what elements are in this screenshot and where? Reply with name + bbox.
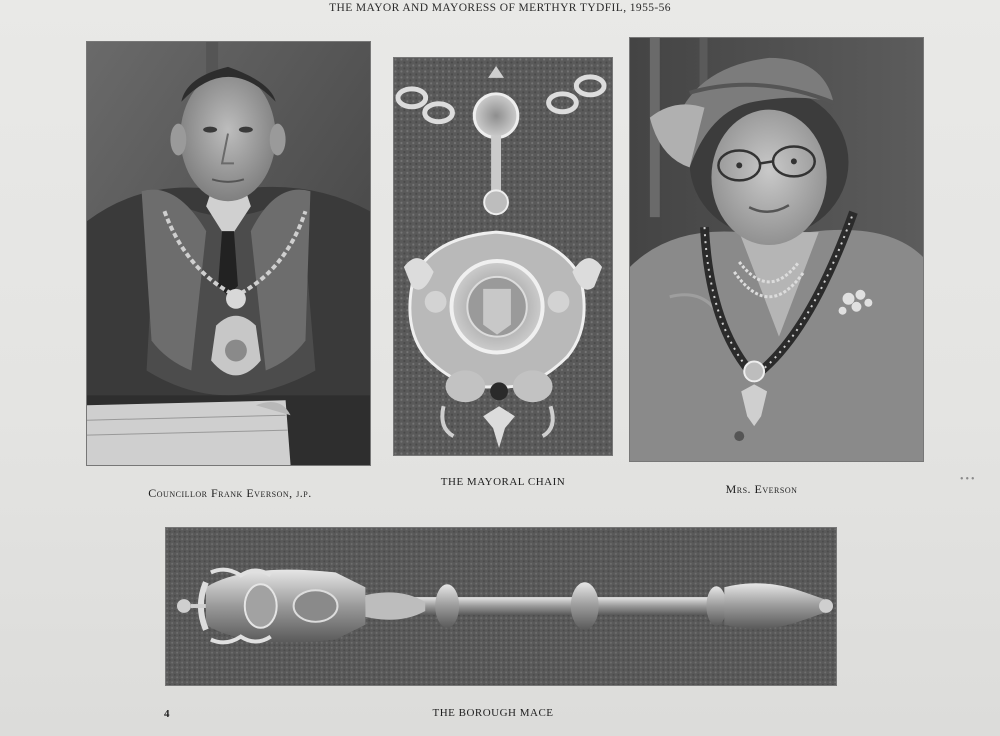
chain-caption: THE MAYORAL CHAIN (440, 476, 566, 488)
borough-mace-photo (165, 527, 837, 686)
mayor-portrait-photo (86, 41, 371, 466)
mayoress-caption: Mrs. Everson (725, 482, 798, 496)
page-number: 4 (164, 708, 170, 720)
margin-dots-decoration: ••• (960, 474, 977, 485)
mayor-caption: Councillor Frank Everson, j.p. (148, 486, 312, 500)
mace-caption: THE BOROUGH MACE (432, 707, 554, 719)
mayoral-chain-photo (393, 57, 613, 456)
page-title: THE MAYOR AND MAYORESS OF MERTHYR TYDFIL, 1955-56 (329, 2, 671, 14)
mayoress-portrait-photo (629, 37, 924, 462)
